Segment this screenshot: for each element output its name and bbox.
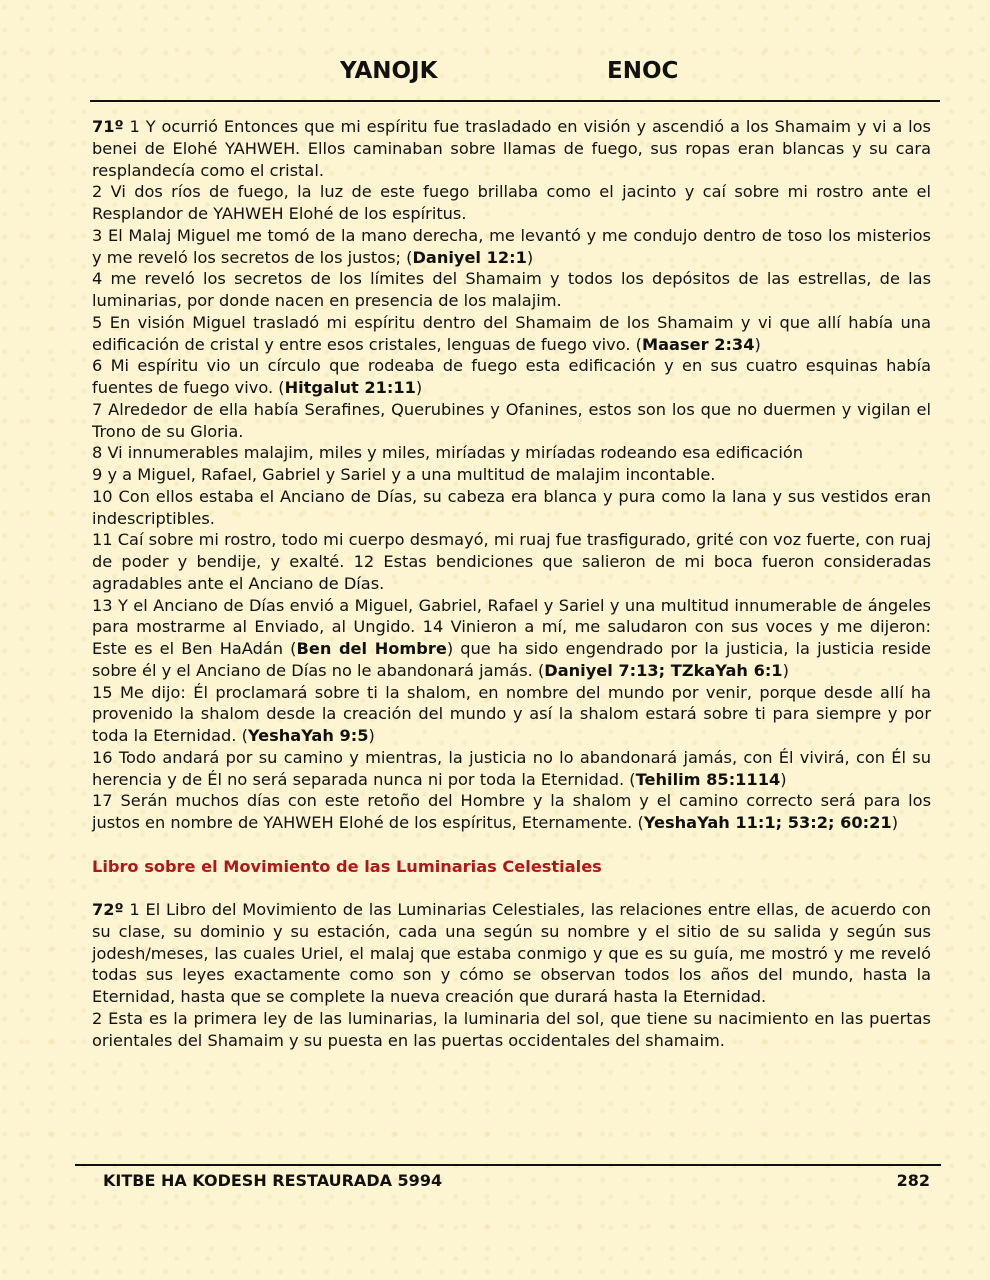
section-heading: Libro sobre el Movimiento de las Luminarias Celestiales — [92, 856, 602, 876]
verse-9: 9 y a Miguel, Rafael, Gabriel y Sariel y a una multitud de malajim incontable. — [92, 465, 716, 484]
page-number: 282 — [896, 1171, 930, 1190]
verse-7: 7 Alrededor de ella había Serafines, Querubines y Ofanines, estos son los que no duermen y vigilan el Trono de su Gloria. — [92, 399, 931, 441]
verse-72-2: 2 Esta es la primera ley de las luminarias, la luminaria del sol, que tiene su nacimiento en las puertas orientales del Shamaim y su puesta en las puertas occidentales del shamaim. — [92, 1008, 931, 1050]
header-title-left: YANOJK — [340, 58, 438, 84]
header-divider — [90, 100, 940, 102]
scripture-ref: Daniyel 7:13; TZkaYah 6:1 — [544, 660, 783, 680]
verse-17: 17 Serán muchos días con este retoño del Hombre y la shalom y el camino correcto será para los justos en nombre de YAHWEH Elohé de los espíritus, Eternamente. (YeshaYah 11:1; 53:2; 60:21) — [92, 791, 931, 832]
chapter-number: 71º — [92, 117, 124, 136]
header-title-right: ENOC — [607, 58, 679, 84]
verse-8: 8 Vi innumerables malajim, miles y miles, miríadas y miríadas rodeando esa edificación — [92, 443, 803, 463]
footer-book-title: KITBE HA KODESH RESTAURADA 5994 — [103, 1171, 443, 1190]
page-header — [0, 58, 990, 88]
verse-5: 5 En visión Miguel trasladó mi espíritu dentro del Shamaim de los Shamaim y vi que allí había una edificación de cristal y entre esos cristales, lenguas de fuego vivo. (Maaser 2:34) — [92, 312, 931, 354]
verse-15: 15 Me dijo: Él proclamará sobre ti la shalom, en nombre del mundo por venir, porque desde allí ha provenido la shalom desde la creación del mundo y así la shalom estará sobre ti para siempre y por toda la Eternidad. (YeshaYah 9:5) — [92, 682, 931, 745]
scripture-ref: YeshaYah 11:1; 53:2; 60:21 — [643, 813, 892, 832]
verse-11: 11 Caí sobre mi rostro, todo mi cuerpo desmayó, mi ruaj fue trasfigurado, grité con voz fuerte, con ruaj de poder y bendije, y exalté. 12 Estas bendiciones que salieron de mi boca fueron consideradas agradables ante el Anciano de Días. — [92, 530, 931, 593]
verse-16: 16 Todo andará por su camino y mientras, la justicia no lo abandonará jamás, con Él vivirá, con Él su herencia y de Él no será separada nunca ni por toda la Eternidad. (Tehilim 85:1114) — [92, 747, 931, 789]
verse-6: 6 Mi espíritu vio un círculo que rodeaba de fuego esta edificación y en sus cuatro esquinas había fuentes de fuego vivo. (Hitgalut 21:11) — [92, 356, 931, 397]
page-footer — [0, 1171, 990, 1193]
scripture-ref: Hitgalut 21:11 — [284, 378, 416, 397]
verse-10: 10 Con ellos estaba el Anciano de Días, su cabeza era blanca y pura como la lana y sus vestidos eran indescriptibles. — [92, 486, 931, 528]
footer-divider — [75, 1164, 941, 1166]
verse-71-1: 71º 1 Y ocurrió Entonces que mi espíritu fue trasladado en visión y ascendió a los Shamaim y vi a los benei de Elohé YAHWEH. Ellos caminaban sobre llamas de fuego, sus ropas eran blancas y su cara resplandecía como el cristal. — [92, 117, 931, 180]
verse-13: 13 Y el Anciano de Días envió a Miguel, Gabriel, Rafael y Sariel y una multitud innumerable de ángeles para mostrarme al Enviado, al Ungido. 14 Vinieron a mí, me saludaron con sus voces y me dijeron: Este es el Ben HaAdán (Ben del Hombre) que ha sido engendrado por la justicia, la justicia reside sobre él y el Anciano de Días no le abandonará jamás. (Daniyel 7:13; TZkaYah 6:1) — [92, 595, 931, 680]
verse-2: 2 Vi dos ríos de fuego, la luz de este fuego brillaba como el jacinto y caí sobre mi rostro ante el Resplandor de YAHWEH Elohé de los espíritus. — [92, 182, 931, 223]
scripture-ref: Tehilim 85:1114 — [635, 769, 781, 789]
bold-term: Ben del Hombre — [296, 639, 447, 658]
verse-4: 4 me reveló los secretos de los límites del Shamaim y todos los depósitos de las estrellas, de las luminarias, por donde nacen en presencia de los malajim. — [92, 269, 931, 310]
verse-72-1: 72º 1 El Libro del Movimiento de las Luminarias Celestiales, las relaciones entre ellas, de acuerdo con su clase, su dominio y su estación, cada una según su nombre y el sitio de su salida y según sus jodesh/meses, las cuales Uriel, el malaj que estaba conmigo y que es su guía, me mostró y me reveló todas sus leyes exactamente como son y cómo se observan todos los años del mundo, hasta la Eternidad, hasta que se complete la nueva creación que durará hasta la Eternidad. — [92, 900, 931, 1006]
scripture-ref: YeshaYah 9:5 — [247, 726, 369, 745]
chapter-number: 72º — [92, 900, 124, 919]
verse-3: 3 El Malaj Miguel me tomó de la mano derecha, me levantó y me condujo dentro de toso los misterios y me reveló los secretos de los justos; (Daniyel 12:1) — [92, 225, 931, 267]
scripture-ref: Maaser 2:34 — [642, 334, 755, 354]
scripture-ref: Daniyel 12:1 — [412, 247, 527, 267]
page-body — [92, 116, 931, 1051]
